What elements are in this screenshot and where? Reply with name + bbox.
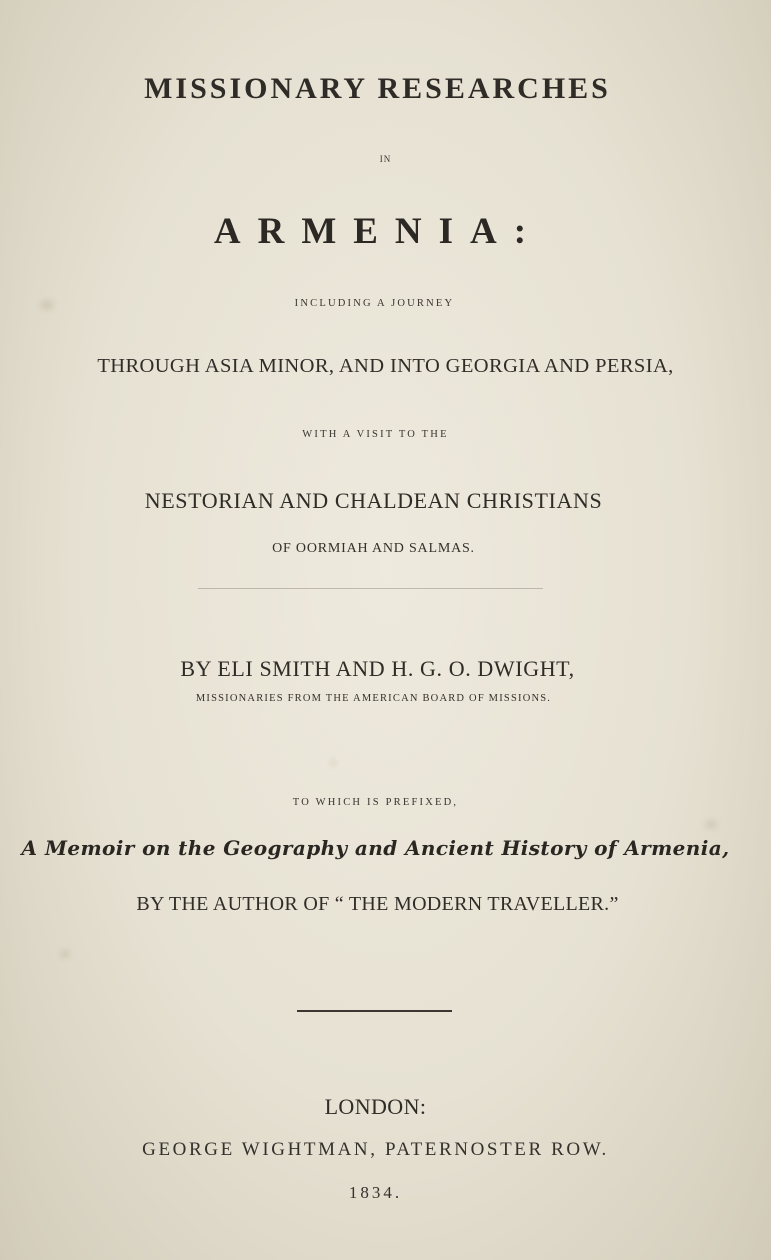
authors-line: BY ELI SMITH AND H. G. O. DWIGHT, <box>180 656 575 681</box>
imprint-publisher: GEORGE WIGHTMAN, PATERNOSTER ROW. <box>142 1139 609 1160</box>
prefix-intro-line: TO WHICH IS PREFIXED, <box>292 797 459 808</box>
peoples-line: NESTORIAN AND CHALDEAN CHRISTIANS <box>144 488 603 513</box>
memoir-line: A Memoir on the Geography and Ancient History of Armenia, <box>21 836 730 860</box>
paper-stain <box>330 760 336 766</box>
paper-stain <box>705 820 717 829</box>
title-connector: IN <box>379 154 392 164</box>
imprint-year: 1834. <box>348 1183 403 1202</box>
memoir-author-line: BY THE AUTHOR OF “ THE MODERN TRAVELLER.” <box>136 893 619 915</box>
visit-intro-line: WITH A VISIT TO THE <box>302 429 449 440</box>
route-line: THROUGH ASIA MINOR, AND INTO GEORGIA AND PERSIA, <box>97 355 674 377</box>
book-title: MISSIONARY RESEARCHES <box>144 72 611 105</box>
imprint-city: LONDON: <box>324 1094 427 1119</box>
paper-stain <box>60 950 70 958</box>
places-line: OF OORMIAH AND SALMAS. <box>272 541 475 556</box>
faint-divider <box>198 588 543 589</box>
authors-role-line: MISSIONARIES FROM THE AMERICAN BOARD OF MISSIONS. <box>195 693 552 704</box>
including-line: INCLUDING A JOURNEY <box>294 298 455 309</box>
book-subject: ARMENIA: <box>213 211 544 252</box>
imprint-divider <box>297 1010 452 1012</box>
